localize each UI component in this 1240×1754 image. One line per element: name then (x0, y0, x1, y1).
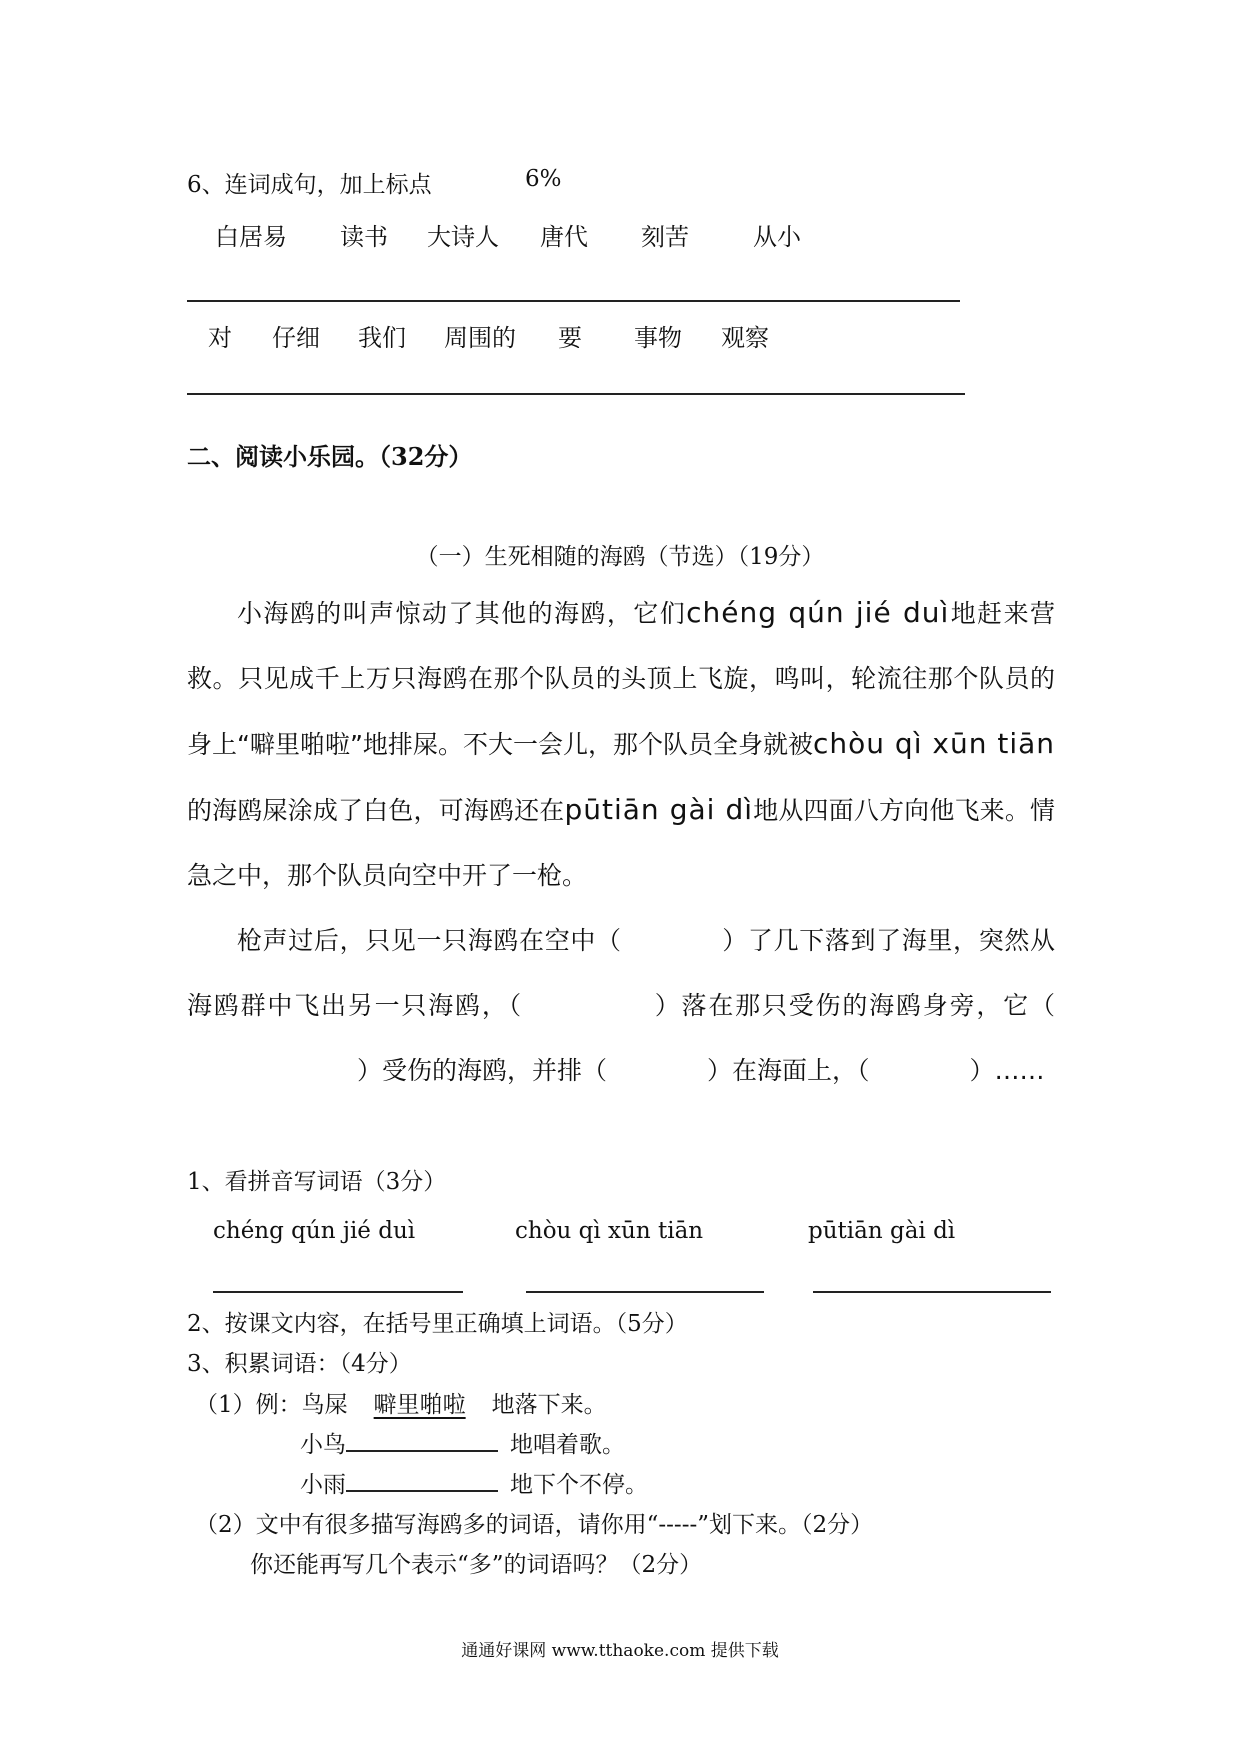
q3-part2: （2）文中有很多描写海鸥多的词语，请你用“-----”划下来。（2分） (195, 1512, 874, 1538)
passage-title: （一）生死相随的海鸥（节选）（19分） (415, 544, 825, 570)
q3-title: 3、积累词语：（4分） (187, 1351, 412, 1377)
passage-text: 地赶来营救。只见成千上万只海鸥在那个队员的头顶上飞旋，鸣叫，轮流往那个队员的身上“噼里啪啦”地排屎。不大一会儿，那个队员全身就被 (187, 599, 1055, 759)
reading-passage (187, 580, 1055, 1103)
q6-score: 6% (525, 166, 562, 192)
q3-part2-followup: 你还能再写几个表示“多”的词语吗？（2分） (250, 1552, 703, 1578)
passage-text: ）了几下落到了海里，突然从海鸥群中飞出另一只海鸥，（ (187, 926, 1055, 1020)
q3-item-prefix: 小雨 (300, 1472, 346, 1498)
q6-word: 唐代 (540, 223, 588, 251)
q6-word: 白居易 (215, 223, 287, 251)
answer-blank[interactable] (346, 1468, 498, 1492)
q2-title: 2、按课文内容，在括号里正确填上词语。（5分） (187, 1311, 688, 1337)
q6-word: 对 (208, 324, 232, 352)
q3-item-suffix: 地唱着歌。 (510, 1432, 625, 1458)
q3-item-suffix: 地下个不停。 (510, 1472, 648, 1498)
passage-text: 枪声过后，只见一只海鸥在空中（ (237, 926, 622, 955)
q6-word: 大诗人 (427, 223, 499, 251)
answer-line[interactable] (813, 1291, 1051, 1293)
pinyin-word: chòu qì xūn tiān (515, 1218, 704, 1244)
section-heading: 二、阅读小乐园。（32分） (187, 442, 473, 471)
passage-text: ）受伤的海鸥，并排（ (357, 1056, 608, 1085)
answer-line[interactable] (213, 1291, 463, 1293)
pinyin-word: chéng qún jié duì (213, 1218, 416, 1244)
q3-example-word: 噼里啪啦 (373, 1392, 466, 1418)
passage-text: ）落在那只受伤的海鸥身旁，它（ (652, 991, 1055, 1020)
q6-word: 刻苦 (641, 223, 689, 251)
passage-paragraph (187, 908, 1055, 1103)
answer-line[interactable] (187, 300, 960, 302)
answer-blank[interactable] (346, 1428, 498, 1452)
q3-example-prefix: （1）例：鸟屎 (195, 1392, 348, 1418)
passage-text: ）在海面上，（ (707, 1056, 870, 1085)
q3-example (195, 1386, 607, 1419)
q3-item (300, 1426, 625, 1459)
passage-text: 小海鸥的叫声惊动了其他的海鸥，它们 (237, 599, 687, 628)
passage-text: 地从四面八方向他飞来。情急之中，那个队员向空中开了一枪。 (187, 796, 1055, 890)
q6-word: 事物 (634, 324, 682, 352)
q6-title: 6、连词成句，加上标点 (187, 172, 432, 198)
pinyin-word: pūtiān gài dì (808, 1218, 956, 1244)
q6-word: 我们 (358, 324, 406, 352)
q6-word: 观察 (721, 324, 769, 352)
pinyin-prompt: chéng qún jié duì (686, 596, 950, 629)
q6-word: 从小 (753, 223, 801, 251)
q1-title: 1、看拼音写词语（3分） (187, 1169, 447, 1195)
pinyin-prompt: pūtiān gài dì (564, 793, 754, 826)
q3-example-suffix: 地落下来。 (491, 1392, 607, 1418)
q3-item (300, 1466, 648, 1499)
q6-word: 读书 (340, 223, 388, 251)
q3-item-prefix: 小鸟 (300, 1432, 346, 1458)
passage-text: ）…… (969, 1056, 1045, 1085)
q6-word: 仔细 (272, 324, 320, 352)
pinyin-prompt: chòu qì xūn tiān (813, 727, 1056, 760)
page-footer: 通通好课网 www.tthaoke.com 提供下载 (461, 1641, 779, 1661)
q6-word: 要 (558, 324, 582, 352)
q6-word: 周围的 (444, 324, 516, 352)
answer-line[interactable] (526, 1291, 764, 1293)
answer-line[interactable] (187, 393, 965, 395)
passage-paragraph (187, 580, 1055, 908)
passage-text: 的海鸥屎涂成了白色，可海鸥还在 (187, 796, 565, 825)
